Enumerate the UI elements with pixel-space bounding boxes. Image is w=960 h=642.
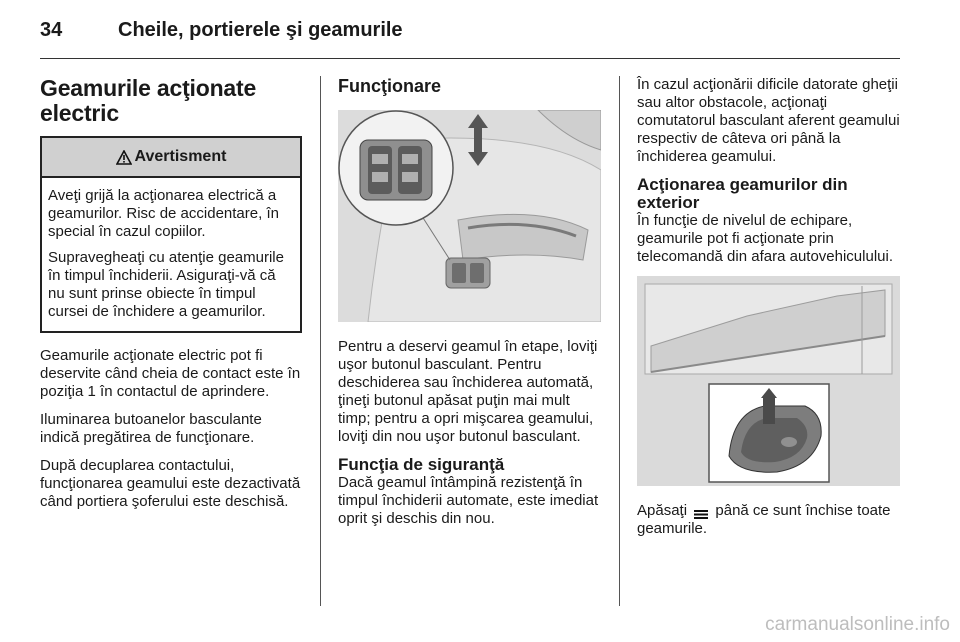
column-left [40,76,302,521]
warning-box [40,136,302,333]
warning-header [42,138,300,178]
heading-operation: Funcţionare [338,76,442,96]
paragraph-exterior: În funcţie de nivelul de echipare, geamurile pot fi acţionate prin telecomandă din afara autovehiculului. [637,212,894,265]
column-divider-right [619,76,620,606]
remote-key-illustration [637,276,900,486]
section-title-line2: electric [40,100,119,126]
heading-exterior: Acţionarea geamurilor din exterior [637,175,848,212]
column-middle [338,76,603,538]
press-text-after: până ce sunt închise toate geamurile. [637,502,891,537]
paragraph-safety: Dacă geamul întâmpină rezistenţă în timpul închiderii automate, este imediat oprit şi deschis din nou. [338,474,599,527]
column-divider-left [320,76,321,606]
paragraph-deactivation: După decuplarea contactului, funcţionarea geamului este dezactivată când portiera şoferului este deschisă. [40,457,301,510]
column-right [637,76,900,548]
paragraph-illumination: Iluminarea butoanelor basculante indică pregătirea de funcţionare. [40,411,262,446]
heading-safety: Funcţia de siguranţă [338,455,505,474]
header-rule [40,58,900,59]
remote-unlock-icon [693,506,709,516]
watermark: carmanualsonline.info [765,614,950,635]
paragraph-ignition: Geamurile acţionate electric pot fi deservite când cheia de contact este în poziţia 1 în contactul de aprindere. [40,347,301,400]
warning-title: Avertisment [134,148,227,165]
chapter-title: Cheile, portierele şi geamurile [118,19,403,41]
page-number: 34 [40,19,63,41]
section-title [40,76,302,126]
warning-para-2: Supravegheaţi cu atenţie geamurile în timpul închiderii. Asiguraţi-vă că nu sunt prinse obiecte în timpul cursei de închidere a geamurilor. [48,249,284,320]
paragraph-ice: În cazul acţionării dificile datorate gheţii sau altor obstacole, acţionaţi comutatorul basculant aferent geamului respectiv de câteva ori până la închiderea geamului. [637,76,900,165]
paragraph-operation: Pentru a deservi geamul în etape, loviţi uşor butonul basculant. Pentru deschiderea sau închiderea automată, ţineţi butonul apăsat puţin mai mult timp; pentru a opri mişcarea geamului, loviţi din nou uşor butonul basculant. [338,338,598,445]
press-text-before: Apăsaţi [637,502,688,519]
window-switch-illustration [338,110,601,322]
section-title-line1: Geamurile acţionate [40,75,257,101]
warning-para-1: Aveţi grijă la acţionarea electrică a geamurilor. Risc de accidentare, în special în cazul copiilor. [48,187,279,240]
warning-triangle-icon [116,150,132,165]
warning-body [42,178,300,331]
paragraph-press [637,502,900,538]
